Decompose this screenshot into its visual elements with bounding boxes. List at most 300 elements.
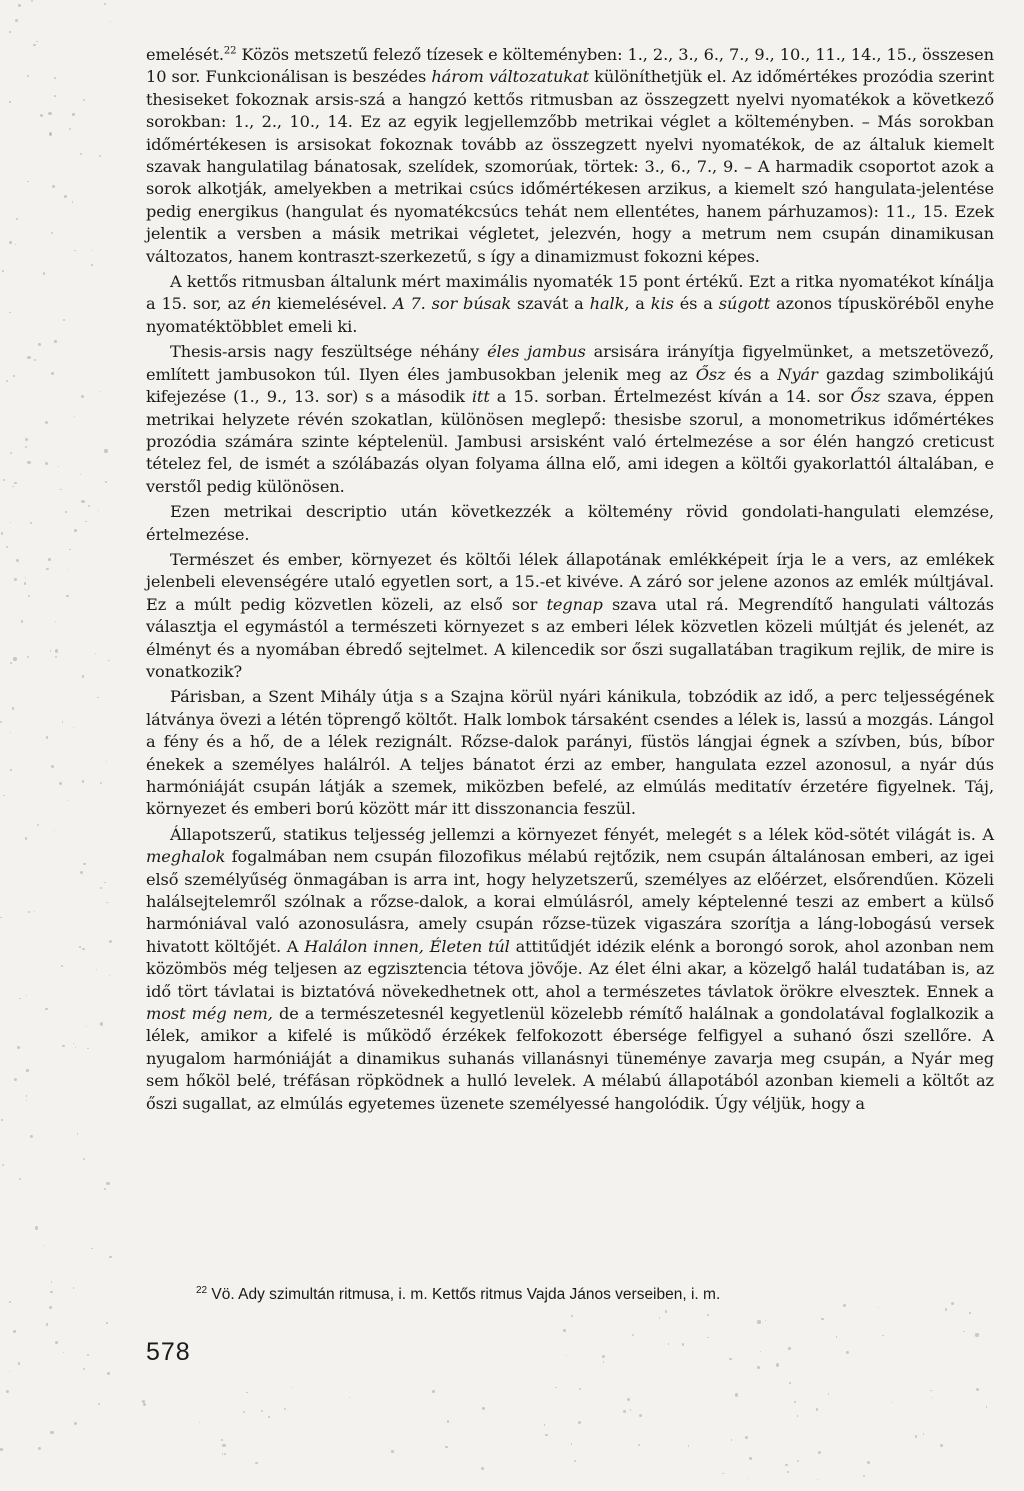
speckle <box>109 940 112 943</box>
italic-term: meghalok <box>146 847 226 867</box>
speckle <box>923 1433 925 1435</box>
speckle <box>98 510 100 512</box>
speckle <box>9 1371 11 1373</box>
speckle <box>81 395 84 398</box>
speckle <box>91 1248 92 1249</box>
text-run: A kettős ritmusban általunk mért maximális nyomaték 15 pont értékű. Ezt a ritka nyomatékot kínálja a 15. sor, az <box>146 272 994 314</box>
speckle <box>27 356 30 359</box>
speckle <box>34 911 35 912</box>
speckle <box>73 1043 74 1044</box>
speckle <box>106 761 107 762</box>
italic-term: súgott <box>718 294 771 314</box>
speckle <box>821 1318 823 1320</box>
footnote-reference: 22 <box>223 45 237 57</box>
speckle <box>940 1444 943 1447</box>
speckle <box>788 1347 790 1349</box>
speckle <box>878 1307 880 1309</box>
speckle <box>37 824 39 826</box>
speckle <box>80 871 83 874</box>
speckle <box>51 765 54 768</box>
speckle <box>77 1133 78 1134</box>
italic-term: Ősz <box>850 387 881 407</box>
speckle <box>749 1457 752 1460</box>
speckle <box>27 656 29 658</box>
speckle <box>79 946 81 948</box>
speckle <box>574 1460 576 1462</box>
speckle <box>72 113 74 115</box>
speckle <box>9 241 11 243</box>
speckle <box>97 697 99 699</box>
speckle <box>55 649 58 652</box>
speckle <box>688 1445 689 1446</box>
speckle <box>13 657 16 660</box>
text-run: fogalmában nem csupán filozofikus mélabú rejtőzik, nem csupán általánosan emberi, az igei első személyűség önmagában is arra int, hogy helyzetszerű, személyes az előérzet, elsőrendűen. Közeli halálsejtelemről szólnak a rőzse-dalok, a korai elmúlásról, amely képtelenné teszi az embert a külső harmóniával való azonosulásra, amely csupán rőzse-tüzek vigaszára szorítja a láng-lobogású versek hivatott költőjét. A <box>146 847 994 956</box>
speckle <box>67 569 68 570</box>
speckle <box>25 446 27 448</box>
speckle <box>62 721 63 722</box>
text-run: és a <box>725 364 778 384</box>
speckle <box>818 1451 821 1454</box>
speckle <box>106 1182 109 1185</box>
speckle <box>40 114 43 117</box>
speckle <box>74 250 76 252</box>
text-run: Természet és ember, környezet és költői lélek állapotának emlékképeit írja le a vers, az emlékek jelenbeli elevenségére utaló egyetlen sort, a 15.-et kivéve. A záró sor jelene azonos az emlék múltjával. Ez a múlt pedig közvetlen közeli, az első sor <box>146 549 994 614</box>
speckle <box>83 1368 85 1370</box>
speckle <box>255 1462 258 1465</box>
speckle <box>49 132 52 135</box>
speckle <box>963 1331 964 1332</box>
speckle <box>35 1226 38 1229</box>
paragraph <box>146 341 994 498</box>
speckle <box>82 675 84 677</box>
speckle <box>632 1334 634 1336</box>
speckle <box>50 650 52 652</box>
speckle <box>15 244 16 245</box>
speckle <box>745 1436 748 1439</box>
speckle <box>243 1411 245 1413</box>
text-run: és a <box>673 294 719 314</box>
speckle <box>55 1341 58 1344</box>
speckle <box>46 736 49 739</box>
speckle <box>246 1392 247 1393</box>
speckle <box>91 250 92 251</box>
footnote-marker: 22 <box>196 1284 208 1296</box>
speckle <box>828 1393 829 1394</box>
speckle <box>447 1420 450 1423</box>
speckle <box>349 1397 350 1398</box>
speckle <box>54 340 57 343</box>
speckle <box>863 1475 865 1477</box>
speckle <box>100 887 102 889</box>
speckle <box>64 195 67 198</box>
text-run: arsisára irányítja figyelmünket, a metszetövező, említett jambusokon túl. Ilyen éles jambusokban jelenik meg az <box>146 342 994 384</box>
speckle <box>21 620 23 622</box>
speckle <box>846 1351 849 1354</box>
speckle <box>19 1178 21 1180</box>
text-run: , a <box>624 294 651 314</box>
speckle <box>62 1045 65 1048</box>
speckle <box>731 1439 732 1440</box>
speckle <box>108 660 110 662</box>
speckle <box>735 1393 738 1396</box>
speckle <box>50 1291 52 1293</box>
text-run: emelését. <box>146 45 224 64</box>
speckle <box>25 837 28 840</box>
speckle <box>10 522 11 523</box>
speckle <box>10 769 12 771</box>
speckle <box>787 1471 790 1474</box>
speckle <box>579 1388 582 1391</box>
speckle <box>36 41 37 42</box>
speckle <box>60 489 61 490</box>
speckle <box>54 95 56 97</box>
speckle <box>14 578 17 581</box>
speckle <box>26 1100 27 1101</box>
speckle <box>1 1119 3 1121</box>
speckle <box>65 511 68 514</box>
speckle <box>765 1320 766 1321</box>
speckle <box>747 1478 748 1479</box>
speckle <box>104 1188 106 1190</box>
body-text <box>146 44 994 1118</box>
speckle <box>268 1416 270 1418</box>
speckle <box>975 1333 978 1336</box>
speckle <box>682 1343 684 1345</box>
speckle <box>45 1008 48 1011</box>
speckle <box>623 1410 626 1413</box>
speckle <box>100 1022 103 1025</box>
speckle <box>284 1408 286 1410</box>
speckle <box>707 1337 709 1339</box>
speckle <box>566 1355 567 1356</box>
speckle <box>816 1408 819 1411</box>
speckle <box>83 1158 85 1160</box>
speckle <box>915 1435 917 1437</box>
speckle <box>87 1048 89 1050</box>
speckle <box>99 391 100 392</box>
text-run: szava, éppen metrikai helyzete révén szokatlan, különösen meglepő: thesisbe szorul, a monometrikus időmértékes prozódia számára szinte képtelenül. Jambusi arsisként való értelmezése a sor élén hangzó creticust tételez fel, de ismét a szólábazás olyan folyama állna elő, ami idegen a költői gyakorlattól általában, e verstől pedig különösen. <box>146 387 995 496</box>
text-run: a 15. sorban. Értelmezést kíván a 14. sor <box>489 387 851 407</box>
speckle <box>892 1402 893 1403</box>
speckle <box>17 1046 20 1049</box>
speckle <box>91 264 93 266</box>
speckle <box>789 1382 791 1384</box>
paragraph <box>146 549 994 683</box>
text-run: szava utal rá. Megrendítő hangulati változás választja el egymástól a természeti környezet s az emberi lélek közvetlen közeli múltját és jelenét, az élményt és a nyomában ébredő sejtelmet. A kilencedik sor őszi sugallatában tragikum rejlik, de mire is vonatkozik? <box>146 594 994 681</box>
speckle <box>797 1415 799 1417</box>
speckle <box>52 185 55 188</box>
speckle <box>143 1403 146 1406</box>
speckle <box>544 1424 546 1426</box>
italic-term: A 7. sor búsak <box>392 294 512 314</box>
speckle <box>3 479 5 481</box>
speckle <box>69 549 71 551</box>
speckle <box>555 1387 556 1388</box>
speckle <box>33 44 36 47</box>
speckle <box>2 270 4 272</box>
speckle <box>69 128 71 130</box>
speckle <box>51 372 54 375</box>
speckle <box>817 1479 818 1480</box>
speckle <box>12 707 14 709</box>
speckle <box>757 1366 760 1369</box>
speckle <box>659 1317 661 1319</box>
speckle <box>222 1444 225 1447</box>
text-run: de a természetesnél kegyetlenül közelebb rémítő halálnak a gondolatával foglalkozik a lélek, amikor a kifelé is működő érzékek felfokozott ébersége felfigyel a suhanó őszi szellőre. A nyugalom harmóniáját a dinamikus suhanás villanásnyi tüneménye zavarja meg csupán, a Nyár meg sem hőköl belé, tréfásan röpködnek a hulló levelek. A mélabú állapotából azonban kiemeli a költőt az őszi sugallat, az elmúlás egyetemes üzenete személyessé hangolódik. Úgy véljük, hogy a <box>146 1004 994 1113</box>
speckle <box>38 343 41 346</box>
italic-term: halk <box>589 294 625 314</box>
speckle <box>72 201 74 203</box>
paragraph <box>146 271 994 338</box>
speckle <box>6 1390 9 1393</box>
speckle <box>63 319 65 321</box>
speckle <box>930 1390 932 1392</box>
speckle <box>10 452 12 454</box>
speckle <box>74 1422 77 1425</box>
speckle <box>66 595 69 598</box>
speckle <box>222 1453 223 1454</box>
speckle <box>25 438 28 441</box>
speckle <box>43 272 46 275</box>
speckle <box>932 1397 933 1398</box>
speckle <box>80 474 81 475</box>
speckle <box>82 780 84 782</box>
speckle <box>3 795 5 797</box>
text-run: Párisban, a Szent Mihály útja s a Szajna körül nyári kánikula, tobzódik az idő, a perc teljességének látványa övezi a létén töprengő költőt. Halk lombok társaként csendes a lélek is, lassú a mozgás. Lángol a fény és a hő, de a lélek rezignált. Rőzse-dalok parányi, füstös lángjai égnek a szívben, bús, bíbor énekek a személyes halálról. A teljes bánatot érzi az ember, hangulata ezzel azonosul, a nyár dús harmóniáját csupán látják a szemek, miközben befelé, az elmúlás meditatív érzetére figyelnek. Táj, környezet és emberi ború között már itt disszonancia feszül. <box>146 687 994 819</box>
italic-term: Ősz <box>695 364 726 384</box>
speckle <box>48 112 51 115</box>
speckle <box>34 359 36 361</box>
text-run: Ezen metrikai descriptio után következzék a költemény rövid gondolati-hangulati elemzése, értelmezése. <box>146 502 994 544</box>
speckle <box>627 1398 630 1401</box>
speckle <box>571 1443 572 1444</box>
paragraph <box>146 824 994 1115</box>
speckle <box>221 1439 223 1441</box>
speckle <box>87 1354 89 1356</box>
speckle <box>73 1287 75 1289</box>
footnote-22 <box>196 1285 956 1305</box>
speckle <box>96 969 97 970</box>
speckle <box>19 998 21 1000</box>
speckle <box>106 902 108 904</box>
speckle <box>722 1473 723 1474</box>
speckle <box>55 656 57 658</box>
speckle <box>18 1362 21 1365</box>
speckle <box>61 965 63 967</box>
speckle <box>81 500 84 503</box>
speckle <box>945 1308 948 1311</box>
speckle <box>432 1390 435 1393</box>
speckle <box>14 1078 17 1081</box>
italic-term: itt <box>471 387 490 407</box>
speckle <box>794 1401 796 1403</box>
speckle <box>51 232 53 234</box>
speckle <box>10 662 12 664</box>
speckle <box>46 568 49 571</box>
speckle <box>199 1422 200 1423</box>
speckle <box>639 1414 642 1417</box>
speckle <box>261 1410 264 1413</box>
speckle <box>10 732 11 733</box>
speckle <box>976 1388 979 1391</box>
speckle <box>16 218 18 220</box>
italic-term: tegnap <box>546 594 603 614</box>
speckle <box>969 1312 970 1313</box>
speckle <box>54 77 56 79</box>
speckle <box>83 99 85 101</box>
speckle <box>31 0 33 2</box>
speckle <box>46 1323 48 1325</box>
speckle <box>25 577 26 578</box>
italic-term: éles jambus <box>487 342 586 362</box>
speckle <box>26 1095 28 1097</box>
speckle <box>51 1281 52 1282</box>
speckle <box>13 1330 16 1333</box>
italic-term: Halálon innen, Életen túl <box>304 936 510 956</box>
speckle <box>545 1434 548 1437</box>
speckle <box>776 1363 779 1366</box>
italic-term: három változatukat <box>431 67 589 87</box>
speckle <box>98 1403 100 1405</box>
speckle <box>83 863 86 866</box>
speckle <box>563 1329 565 1331</box>
text-run: Állapotszerű, statikus teljesség jellemzi a környezet fényét, melegét s a lélek köd-sötét világát is. A <box>170 824 994 844</box>
speckle <box>99 155 101 157</box>
speckle <box>75 1047 76 1048</box>
speckle <box>27 75 29 77</box>
speckle <box>603 1361 605 1363</box>
speckle <box>26 995 27 996</box>
speckle <box>95 653 96 654</box>
page-number: 578 <box>146 1338 191 1366</box>
speckle <box>9 312 10 313</box>
speckle <box>45 462 48 465</box>
italic-term: most még nem, <box>146 1004 273 1024</box>
text-run: szavát a <box>511 294 590 314</box>
speckle <box>26 1069 29 1072</box>
speckle <box>49 1306 52 1309</box>
speckle <box>0 721 2 723</box>
speckle <box>45 421 48 424</box>
paragraph <box>146 501 994 546</box>
speckle <box>481 1467 484 1470</box>
speckle <box>54 830 55 831</box>
speckle <box>571 1315 573 1317</box>
speckle <box>48 558 50 560</box>
paragraph <box>146 686 994 820</box>
paragraph <box>146 44 994 268</box>
speckle <box>668 1343 669 1344</box>
speckle <box>2 1164 4 1166</box>
speckle <box>82 948 84 950</box>
speckle <box>602 1355 605 1358</box>
text-run: Thesis-arsis nagy feszültsége néhány <box>170 342 488 362</box>
speckle <box>630 1409 631 1410</box>
speckle <box>729 1358 731 1360</box>
speckle <box>14 482 16 484</box>
speckle <box>867 1461 870 1464</box>
speckle <box>6 380 8 382</box>
speckle <box>9 1301 11 1303</box>
speckle <box>27 461 30 464</box>
italic-term: Nyár <box>777 364 818 384</box>
text-run: azonos típuskörébõl enyhe nyomatéktöbblet emeli ki. <box>146 294 995 336</box>
speckle <box>482 1407 484 1409</box>
speckle <box>24 582 27 585</box>
speckle <box>88 505 90 507</box>
speckle <box>836 1336 837 1337</box>
speckle <box>63 1352 64 1353</box>
speckle <box>15 19 18 22</box>
speckle <box>80 153 82 155</box>
speckle <box>16 559 19 562</box>
italic-term: én <box>251 294 272 314</box>
speckle <box>445 1446 447 1448</box>
speckle <box>6 546 8 548</box>
speckle <box>30 1135 33 1138</box>
speckle <box>73 727 74 728</box>
speckle <box>58 466 59 467</box>
speckle <box>104 882 105 883</box>
speckle <box>292 1387 293 1388</box>
speckle <box>110 21 111 22</box>
speckle <box>9 31 11 33</box>
speckle <box>1 532 3 534</box>
speckle <box>760 1351 762 1353</box>
speckle <box>74 416 75 417</box>
speckle <box>224 1453 226 1455</box>
speckle <box>27 181 29 183</box>
speckle <box>707 1314 709 1316</box>
speckle <box>12 486 13 487</box>
italic-term: kis <box>650 294 674 314</box>
speckle <box>104 3 106 5</box>
speckle <box>85 521 87 523</box>
speckle <box>391 1450 393 1452</box>
speckle <box>638 1444 640 1446</box>
footnote-text: Vö. Ady szimultán ritmusa, i. m. Kettős ritmus Vajda János verseiben, i. m. <box>207 1286 721 1303</box>
speckle <box>28 595 30 597</box>
speckle <box>0 1448 3 1451</box>
speckle <box>109 975 110 976</box>
speckle <box>107 1372 110 1375</box>
text-run: attitűdjét idézik elénk a borongó sorok, ahol azonban nem közömbös még teljesen az egzisztencia tétova jövője. Az élet élni akar, a közelgő halál tudatában is, az idő tört távlatai is biztatóvá növekedhetnek ott, ahol a természetes távlatok örökre elvesztek. Ennek a <box>146 936 994 1001</box>
speckle <box>882 1335 884 1337</box>
speckle <box>797 1460 800 1463</box>
speckle <box>30 522 32 524</box>
speckle <box>757 1320 760 1323</box>
speckle <box>68 800 69 801</box>
text-run: gazdag szimbolikájú kifejezése (1., 9., 13. sor) s a második <box>146 364 995 407</box>
speckle <box>665 1310 667 1312</box>
speckle <box>109 1256 112 1259</box>
speckle <box>100 782 102 784</box>
speckle <box>578 1421 581 1424</box>
speckle <box>0 917 1 918</box>
speckle <box>986 1406 987 1407</box>
speckle <box>86 1026 88 1028</box>
speckle <box>106 1322 108 1324</box>
speckle <box>28 911 30 913</box>
speckle <box>104 449 107 452</box>
text-run: kiemelésével. <box>271 294 393 314</box>
speckle <box>50 1431 53 1434</box>
speckle <box>59 782 62 785</box>
speckle <box>44 1245 45 1246</box>
speckle <box>38 1447 41 1450</box>
speckle <box>18 4 21 7</box>
speckle <box>785 1464 788 1467</box>
